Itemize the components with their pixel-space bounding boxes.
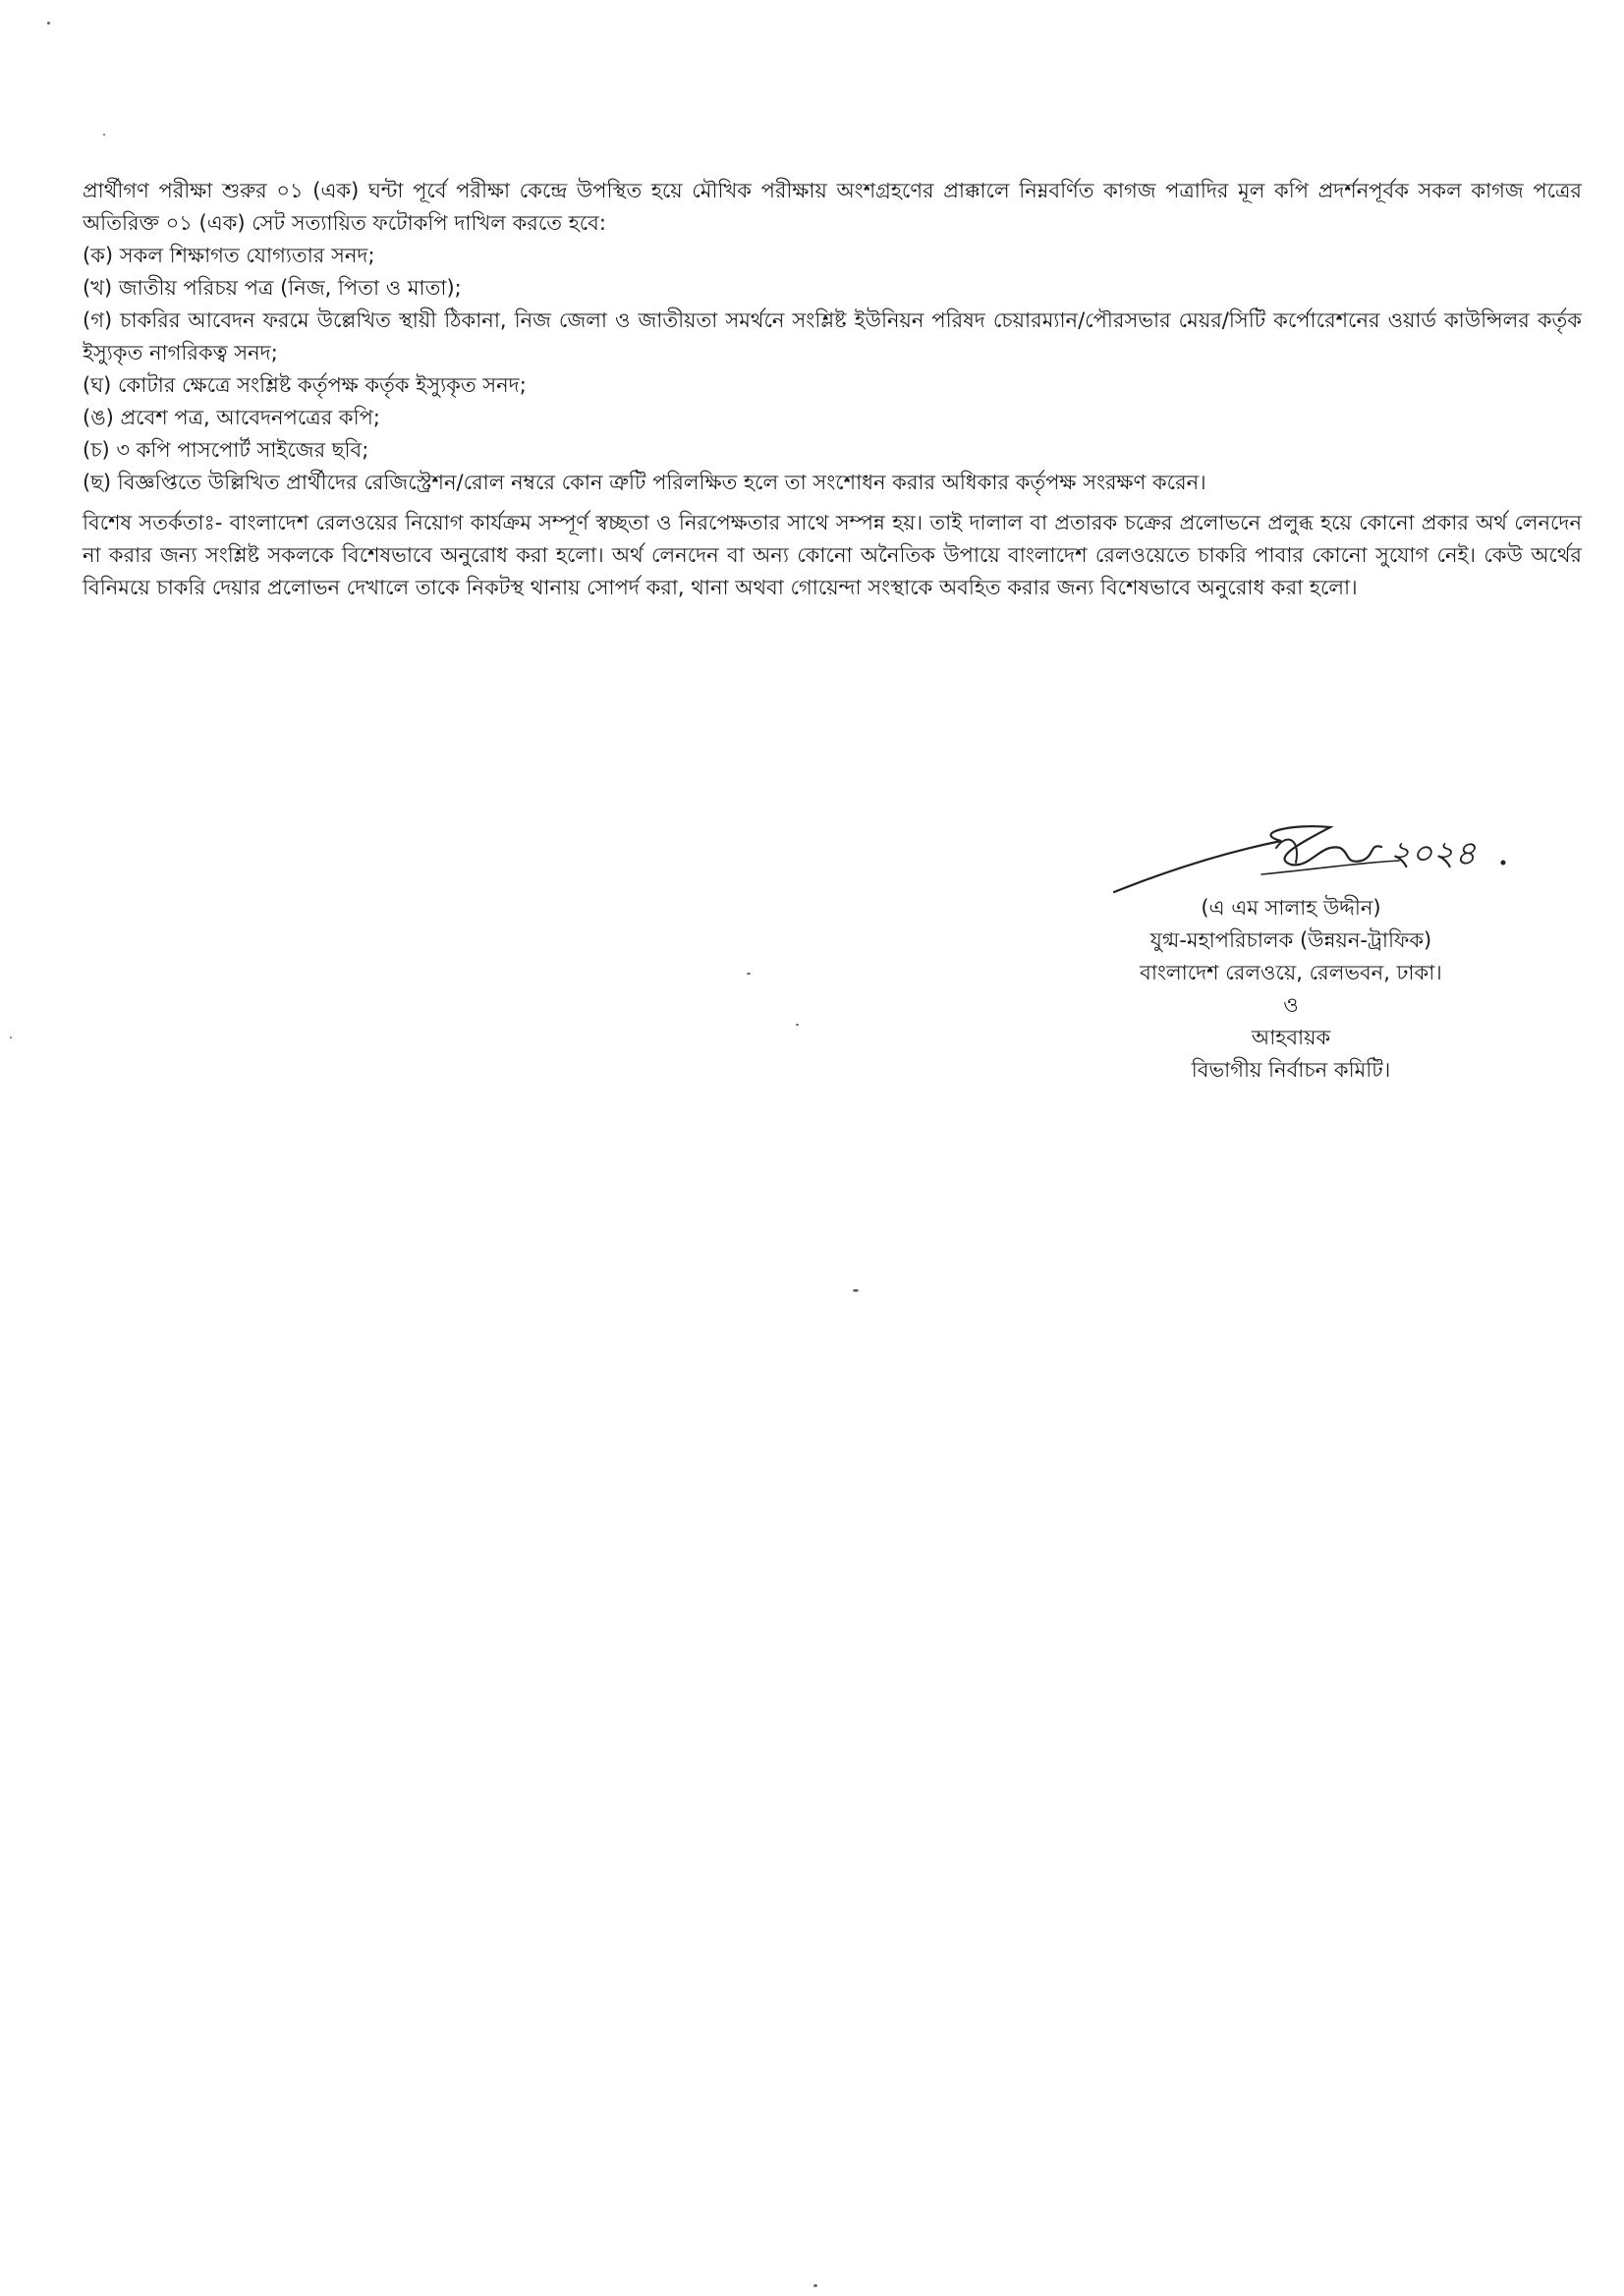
scan-speck [796,1024,799,1026]
signatory-committee: বিভাগীয় নির্বাচন কমিটি। [1191,1058,1391,1082]
required-documents-list [83,240,1582,499]
signatory-name: (এ এম সালাহ উদ্দীন) [1201,896,1381,920]
list-item: (খ) জাতীয় পরিচয় পত্র (নিজ, পিতা ও মাতা); [83,276,462,300]
list-item: (ঙ) প্রবেশ পত্র, আবেদনপত্রের কপি; [83,406,380,429]
scan-speck [10,1036,12,1038]
signatory-designation: যুগ্ম-মহাপরিচালক (উন্নয়ন-ট্রাফিক) [1149,928,1432,952]
list-item: (ক) সকল শিক্ষাগত যোগ্যতার সনদ; [83,244,375,267]
instructions-paragraph: প্রার্থীগণ পরীক্ষা শুরুর ০১ (এক) ঘন্টা পূর্বে পরীক্ষা কেন্দ্রে উপস্থিত হয়ে মৌখিক পরীক্ষায় অংশগ্রহণের প্রাক্কালে নিম্নবর্ণিত কাগজ পত্রাদির মূল কপি প্রদর্শনপূর্বক সকল কাগজ পত্রের অতিরিক্ত ০১ (এক) সেট সত্যায়িত ফটোকপি দাখিল করতে হবে: [83,179,1582,235]
notice-body [83,175,1582,1082]
signatory-office: বাংলাদেশ রেলওয়ে, রেলভবন, ঢাকা। [1140,961,1442,984]
scan-speck [853,1289,859,1292]
scan-speck [47,22,50,25]
scan-speck [813,2284,817,2287]
signatory-conjunction: ও [1283,993,1299,1017]
signatory-role: আহবায়ক [1251,1026,1331,1049]
scan-speck [747,973,751,975]
list-item: (চ) ৩ কপি পাসপোর্ট সাইজের ছবি; [83,438,369,462]
list-item: (ঘ) কোটার ক্ষেত্রে সংশ্লিষ্ট কর্তৃপক্ষ কর্তৃক ইস্যুকৃত সনদ; [83,373,527,397]
signatory-details [1075,892,1507,1087]
special-warning-paragraph: বিশেষ সতর্কতাঃ- বাংলাদেশ রেলওয়ের নিয়োগ কার্যক্রম সম্পূর্ণ স্বচ্ছতা ও নিরপেক্ষতার সাথে সম্পন্ন হয়। তাই দালাল বা প্রতারক চক্রের প্রলোভনে প্রলুব্ধ হয়ে কোনো প্রকার অর্থ লেনদেন না করার জন্য সংশ্লিষ্ট সকলকে বিশেষভাবে অনুরোধ করা হলো। অর্থ লেনদেন বা অন্য কোনো অনৈতিক উপায়ে বাংলাদেশ রেলওয়েতে চাকরি পাবার কোনো সুযোগ নেই। কেউ অর্থের বিনিময়ে চাকরি দেয়ার প্রলোভন দেখালে তাকে নিকটস্থ থানায় সোপর্দ করা, থানা অথবা গোয়েন্দা সংস্থাকে অবহিত করার জন্য বিশেষভাবে অনুরোধ করা হলো। [83,511,1582,599]
scan-speck [103,134,105,136]
signature-date-text: ২০২৪ [1389,834,1477,873]
list-item: (ছ) বিজ্ঞপ্তিতে উল্লিখিত প্রার্থীদের রেজিস্ট্রেশন/রোল নম্বরে কোন ত্রুটি পরিলক্ষিত হলে তা সংশোধন করার অধিকার কর্তৃপক্ষ সংরক্ষণ করেন। [83,471,1206,494]
list-item: (গ) চাকরির আবেদন ফরমে উল্লেখিত স্থায়ী ঠিকানা, নিজ জেলা ও জাতীয়তা সমর্থনে সংশ্লিষ্ট ইউনিয়ন পরিষদ চেয়ারম্যান/পৌরসভার মেয়র/সিটি কর্পোরেশনের ওয়ার্ড কাউন্সিলর কর্তৃক ইস্যুকৃত নাগরিকত্ব সনদ; [83,308,1582,364]
